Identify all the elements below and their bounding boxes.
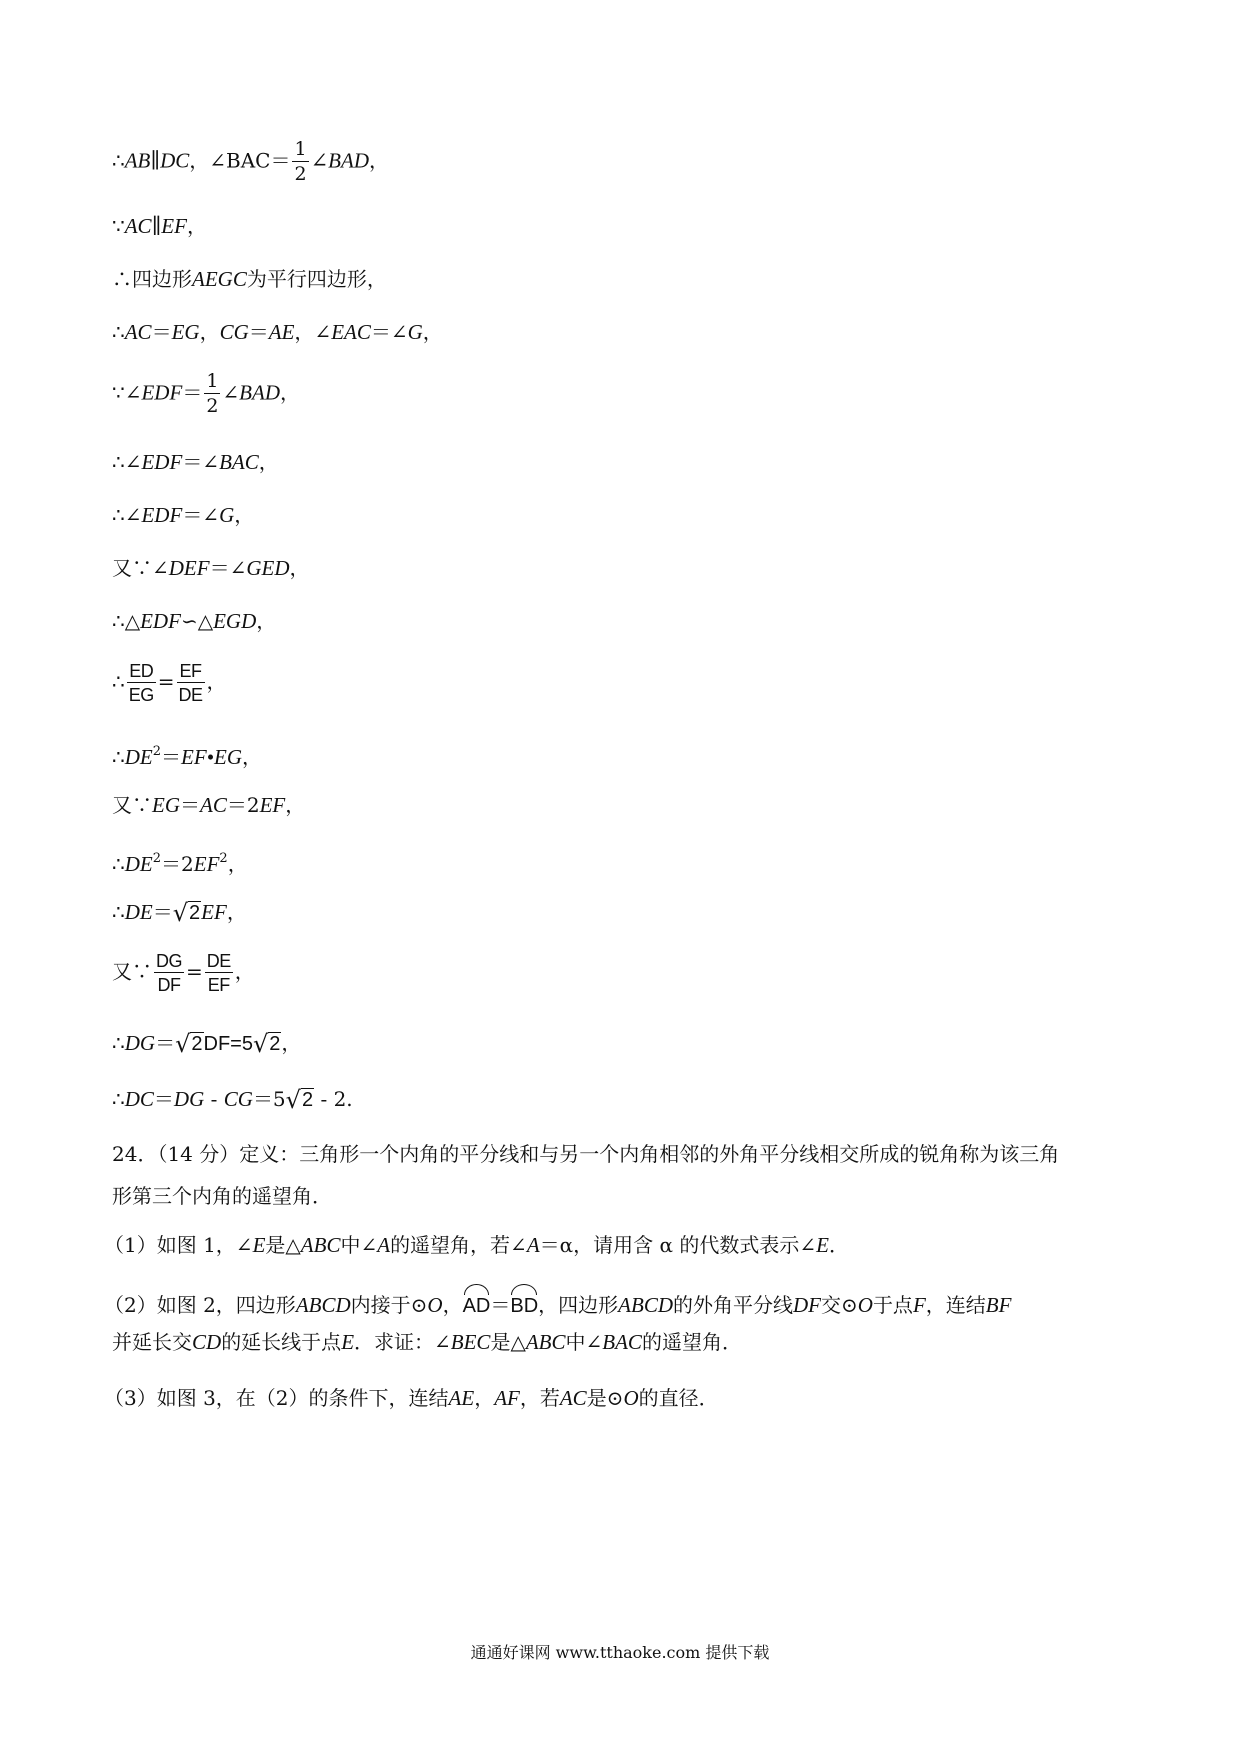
- math-text: O: [857, 1293, 873, 1317]
- text: 是⊙: [586, 1386, 624, 1410]
- math-text: E: [252, 1233, 266, 1257]
- arc-notation: AD: [463, 1288, 491, 1320]
- math-text: F: [912, 1293, 926, 1317]
- math-text: EF: [259, 793, 286, 817]
- math-text: DG: [124, 1031, 156, 1055]
- math-text: AE: [448, 1386, 475, 1410]
- punctuation: ，: [289, 556, 310, 580]
- therefore-symbol: ∴: [112, 1087, 125, 1111]
- text: ，∠: [294, 320, 332, 344]
- punctuation: ，: [234, 959, 255, 984]
- punctuation: ，: [442, 1293, 463, 1317]
- radicand: 2: [301, 1089, 314, 1111]
- fraction: [204, 372, 220, 416]
- equals-sign: ＝: [182, 380, 203, 405]
- math-text: BAC: [602, 1330, 642, 1354]
- text: 的直径．: [638, 1386, 719, 1410]
- text: ＝2: [226, 793, 260, 817]
- radical-sign: √: [285, 1086, 301, 1114]
- therefore-symbol: ∴: [112, 745, 125, 769]
- math-text: EDF: [141, 503, 183, 527]
- text: ＝2: [161, 852, 194, 876]
- math-text: DF: [793, 1293, 821, 1317]
- math-text: ABC: [300, 1233, 341, 1257]
- math-text: DE: [124, 900, 153, 924]
- solution-line-4: [112, 318, 443, 346]
- math-text: BF: [985, 1293, 1012, 1317]
- text: ，四边形: [538, 1293, 619, 1317]
- punctuation: ，: [280, 380, 300, 405]
- math-text: BAD: [239, 380, 280, 405]
- text: - 2.: [314, 1087, 353, 1111]
- equals-sign: ＝: [248, 320, 269, 344]
- therefore-symbol: ∴: [112, 148, 125, 173]
- text: （1）如图 1，∠: [104, 1233, 253, 1257]
- solution-line-10: [112, 662, 227, 704]
- superscript: 2: [152, 744, 162, 759]
- text: ，连结: [925, 1293, 986, 1317]
- square-root: [253, 1029, 281, 1058]
- math-text: G: [407, 320, 423, 344]
- equals-sign: ＝: [155, 1031, 176, 1055]
- math-text: A: [526, 1233, 540, 1257]
- radicand: 2: [191, 1033, 203, 1055]
- math-text: CG: [223, 1087, 253, 1111]
- math-text: G: [219, 503, 235, 527]
- solution-line-1: [112, 140, 389, 184]
- text: ∽△: [180, 609, 214, 633]
- solution-line-15: [112, 952, 255, 994]
- math-text: AE: [268, 320, 295, 344]
- math-text: BAC: [219, 450, 259, 474]
- solution-line-7: [112, 501, 254, 529]
- fraction-denominator: DE: [178, 685, 203, 705]
- math-text: EDF: [140, 609, 181, 633]
- punctuation: ，: [368, 148, 389, 173]
- punctuation: ，: [206, 669, 227, 694]
- minus-sign: -: [204, 1087, 224, 1111]
- math-text: ∠BAD: [310, 148, 369, 173]
- square-root: [173, 898, 201, 927]
- square-root: [286, 1085, 314, 1114]
- math-text: EG: [171, 320, 200, 344]
- text: ．求证：∠: [354, 1330, 451, 1354]
- fraction-numerator: 1: [206, 370, 219, 392]
- math-text: DG: [173, 1087, 205, 1111]
- punctuation: ，: [199, 320, 220, 344]
- math-text: AF: [494, 1386, 520, 1410]
- solution-line-9: [112, 607, 276, 635]
- text: 交⊙: [821, 1293, 858, 1317]
- text: 内接于⊙: [350, 1293, 428, 1317]
- text: ∵∠: [112, 380, 142, 405]
- math-text: EAC: [331, 320, 371, 344]
- therefore-symbol: ∴: [112, 320, 125, 344]
- therefore-symbol: ∴: [112, 900, 125, 924]
- math-text: DF=5: [203, 1033, 253, 1055]
- math-text: GED: [246, 556, 290, 580]
- math-text: ABCD: [295, 1293, 351, 1317]
- solution-line-5: [112, 372, 300, 416]
- text: 又∵: [112, 959, 152, 984]
- math-text: EF: [201, 900, 227, 924]
- punctuation: ，: [234, 503, 255, 527]
- text: ∴四边形: [112, 267, 192, 291]
- solution-line-17: [112, 1085, 353, 1114]
- question-24-intro: [112, 1133, 1132, 1217]
- radicand: 2: [189, 902, 201, 924]
- text: 于点: [872, 1293, 913, 1317]
- math-text: E: [341, 1330, 355, 1354]
- math-text: AEGC: [192, 267, 247, 291]
- text: 中∠: [340, 1233, 378, 1257]
- math-text: CD: [192, 1330, 222, 1354]
- math-text: EGD: [213, 609, 257, 633]
- fraction-numerator: EF: [177, 662, 205, 683]
- equals-sign: ＝: [180, 793, 200, 817]
- fraction: [205, 952, 233, 994]
- math-text: EF: [193, 852, 220, 876]
- text: 中∠: [565, 1330, 603, 1354]
- solution-line-2: [112, 212, 207, 240]
- text: 是△: [490, 1330, 526, 1354]
- page-footer: 通通好课网 www.tthaoke.com 提供下载: [470, 1643, 770, 1662]
- punctuation: ．: [828, 1233, 849, 1257]
- math-text: DEF: [168, 556, 210, 580]
- question-24-part-3: [104, 1384, 719, 1412]
- fraction: [292, 140, 308, 184]
- text: ∴△: [112, 609, 141, 633]
- because-symbol: ∵: [112, 214, 125, 238]
- text: 是△: [265, 1233, 301, 1257]
- therefore-symbol: ∴: [112, 852, 125, 876]
- math-text: O: [623, 1386, 639, 1410]
- punctuation: ，: [258, 450, 279, 474]
- equals-sign: =: [186, 959, 203, 984]
- text: ＝∠: [209, 556, 247, 580]
- equals-sign: ＝: [161, 745, 182, 769]
- fraction: [177, 662, 205, 704]
- math-text: ABC: [525, 1330, 566, 1354]
- text: 的外角平分线: [673, 1293, 793, 1317]
- solution-line-8: [112, 554, 310, 582]
- fraction-numerator: 1: [294, 138, 307, 160]
- math-text: EG: [152, 793, 180, 817]
- math-text: ，∠BAC: [189, 148, 271, 173]
- solution-line-3: [112, 265, 387, 293]
- fraction-numerator: ED: [127, 662, 156, 683]
- question-24-part-2: [104, 1288, 1011, 1320]
- solution-line-16: [112, 1029, 301, 1058]
- math-text: E: [816, 1233, 829, 1257]
- fraction-numerator: DE: [206, 951, 231, 971]
- math-text: CG: [219, 320, 249, 344]
- text: （3）如图 3，在（2）的条件下，连结: [104, 1386, 449, 1410]
- text: 并延长交: [112, 1330, 192, 1354]
- math-text: EF•EG: [181, 745, 243, 769]
- math-text: AC: [124, 320, 152, 344]
- text: ＝∠: [182, 450, 220, 474]
- question-24-part-1: [104, 1231, 849, 1259]
- text: 又∵∠: [112, 556, 169, 580]
- text: 为平行四边形，: [246, 267, 387, 291]
- punctuation: ，: [285, 793, 306, 817]
- math-text: DE: [124, 852, 153, 876]
- equals-sign: =: [157, 669, 175, 694]
- equals-sign: ＝: [151, 320, 172, 344]
- fraction-denominator: 2: [294, 163, 307, 185]
- superscript: 2: [152, 851, 162, 866]
- question-text: 24．（14 分）定义：三角形一个内角的平分线和与另一个内角相邻的外角平分线相交所成的锐角称为该三角: [112, 1142, 1060, 1166]
- question-24-part-2-cont: [112, 1328, 742, 1356]
- arc-notation: BD: [510, 1288, 538, 1320]
- solution-line-14: [112, 898, 247, 927]
- punctuation: ，: [256, 609, 277, 633]
- text: 的延长线于点: [221, 1330, 342, 1354]
- therefore-symbol: ∴: [112, 1031, 125, 1055]
- question-text: 形第三个内角的遥望角．: [112, 1184, 332, 1208]
- punctuation: ，: [227, 852, 248, 876]
- solution-line-6: [112, 448, 279, 476]
- punctuation: ，: [474, 1386, 495, 1410]
- radical-sign: √: [175, 1030, 191, 1058]
- math-text: ABCD: [618, 1293, 673, 1317]
- text: ∴∠: [112, 450, 142, 474]
- math-text: EDF: [141, 380, 183, 405]
- punctuation: ，: [281, 1031, 302, 1055]
- fraction: [154, 952, 184, 994]
- solution-line-11: [112, 738, 262, 771]
- text: ∴∠: [112, 503, 142, 527]
- fraction: [127, 662, 156, 704]
- solution-line-12: [112, 791, 305, 819]
- therefore-symbol: ∴: [112, 669, 125, 694]
- math-text: A: [377, 1233, 391, 1257]
- radicand: 2: [269, 1033, 281, 1055]
- fraction-denominator: EF: [207, 975, 230, 995]
- math-text: AC: [559, 1386, 587, 1410]
- math-text: EDF: [141, 450, 183, 474]
- punctuation: ，: [422, 320, 443, 344]
- radical-sign: √: [252, 1030, 269, 1058]
- text: ＝α，请用含 α 的代数式表示∠: [539, 1233, 817, 1257]
- math-text: DE: [124, 745, 153, 769]
- punctuation: ，: [226, 900, 247, 924]
- text: ，若: [519, 1386, 560, 1410]
- equals-sign: ＝: [152, 900, 173, 924]
- text: 又∵: [112, 793, 152, 817]
- superscript: 2: [219, 851, 228, 866]
- equals-sign: ＝: [153, 1087, 174, 1111]
- fraction-denominator: DF: [157, 975, 181, 995]
- fraction-denominator: 2: [206, 395, 219, 417]
- text: 的遥望角．: [641, 1330, 742, 1354]
- math-text: DC: [124, 1087, 154, 1111]
- text: ＝∠: [370, 320, 408, 344]
- text: ∠: [222, 380, 240, 405]
- equals-sign: ＝: [270, 148, 291, 173]
- text: ＝∠: [182, 503, 220, 527]
- text: ＝5: [252, 1087, 286, 1111]
- text: （2）如图 2，四边形: [104, 1293, 296, 1317]
- equals-sign: ＝: [490, 1293, 511, 1317]
- solution-line-13: [112, 845, 248, 878]
- fraction-denominator: EG: [128, 685, 154, 705]
- fraction-numerator: DG: [156, 951, 182, 971]
- text: 的遥望角，若∠: [390, 1233, 527, 1257]
- punctuation: ，: [242, 745, 263, 769]
- math-text: AC: [200, 793, 227, 817]
- square-root: [175, 1029, 203, 1058]
- math-text: AB∥DC: [124, 148, 190, 173]
- math-text: BEC: [450, 1330, 491, 1354]
- punctuation: ，: [186, 214, 207, 238]
- math-text: AC∥EF: [124, 214, 187, 238]
- math-text: O: [427, 1293, 443, 1317]
- radical-sign: √: [172, 899, 189, 927]
